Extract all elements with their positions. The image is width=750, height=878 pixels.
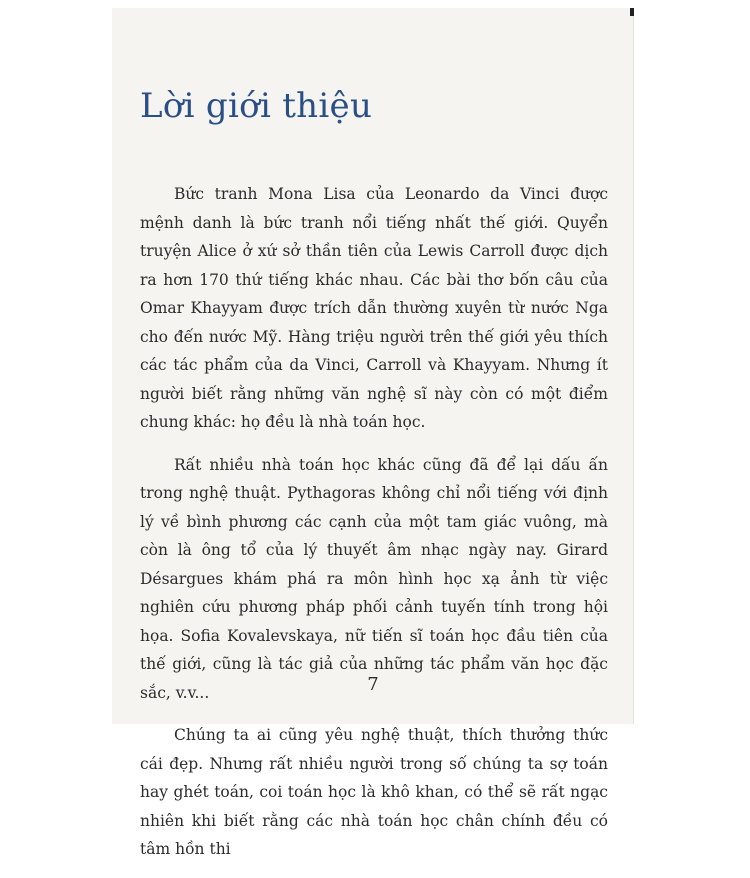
body-text bbox=[140, 180, 608, 878]
page-edge-mark bbox=[630, 8, 634, 16]
paragraph-3: Chúng ta ai cũng yêu nghệ thuật, thích thưởng thức cái đẹp. Nhưng rất nhiều người trong số chúng ta sợ toán hay ghét toán, coi toán học là khô khan, có thể sẽ rất ngạc nhiên khi biết rằng các nhà toán học chân chính đều có tâm hồn thi bbox=[140, 726, 608, 858]
page-number: 7 bbox=[367, 674, 379, 695]
chapter-title: Lời giới thiệu bbox=[140, 86, 373, 126]
book-page bbox=[112, 8, 634, 858]
paragraph-1: Bức tranh Mona Lisa của Leonardo da Vinci được mệnh danh là bức tranh nổi tiếng nhất thế giới. Quyển truyện Alice ở xứ sở thần tiên của Lewis Carroll được dịch ra hơn 170 thứ tiếng khác nhau. Các bài thơ bốn câu của Omar Khayyam được trích dẫn thường xuyên từ nước Nga cho đến nước Mỹ. Hàng triệu người trên thế giới yêu thích các tác phẩm của da Vinci, Carroll và Khayyam. Nhưng ít người biết rằng những văn nghệ sĩ này còn có một điểm chung khác: họ đều là nhà toán học. bbox=[140, 185, 608, 431]
paragraph-2: Rất nhiều nhà toán học khác cũng đã để lại dấu ấn trong nghệ thuật. Pythagoras không chỉ nổi tiếng với định lý về bình phương các cạnh của một tam giác vuông, mà còn là ông tổ của lý thuyết âm nhạc ngày nay. Girard Désargues khám phá ra môn hình học xạ ảnh từ việc nghiên cứu phương pháp phối cảnh tuyến tính trong hội họa. Sofia Kovalevskaya, nữ tiến sĩ toán học đầu tiên của thế giới, cũng là tác giả của những tác phẩm văn học đặc sắc, v.v... bbox=[140, 455, 608, 702]
